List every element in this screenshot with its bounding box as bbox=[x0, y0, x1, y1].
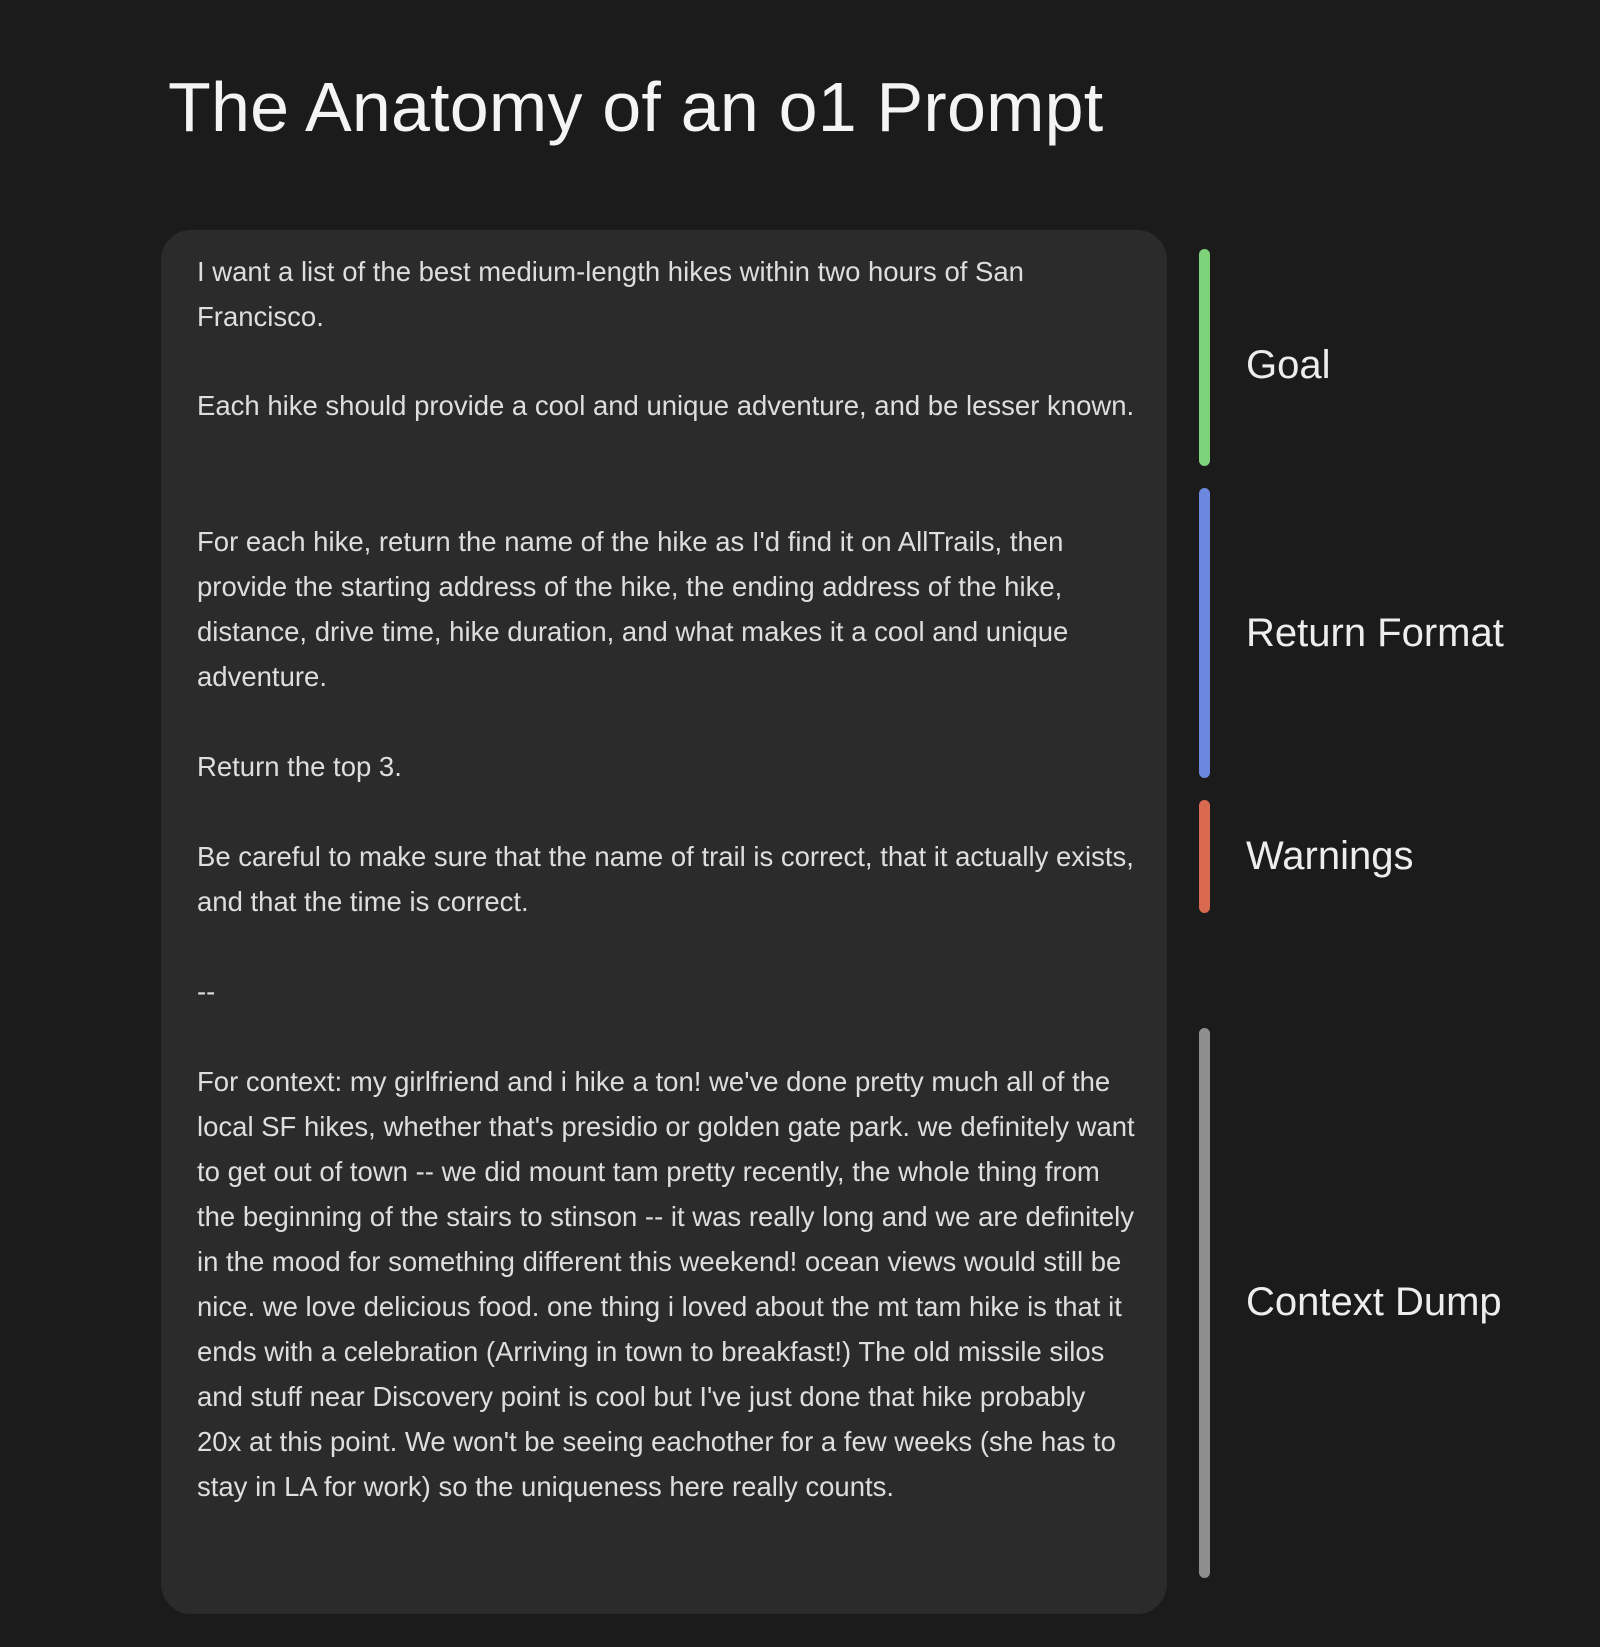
warnings-section-bar bbox=[1199, 800, 1210, 913]
return-format-section-label: Return Format bbox=[1246, 611, 1504, 655]
context-dump-section-label: Context Dump bbox=[1246, 1280, 1502, 1324]
prompt-context-text: For context: my girlfriend and i hike a ton! we've done pretty much all of the local SF hikes, whether that's presidio or golden gate park. we definitely want to get out of town -- we did mount tam pretty recently, the whole thing from the beginning of the stairs to stinson -- it was really long and we are definitely in the mood for something different this weekend! ocean views would still be nice. we love delicious food. one thing i loved about the mt tam hike is that it ends with a celebration (Arriving in town to breakfast!) The old missile silos and stuff near Discovery point is cool but I've just done that hike probably 20x at this point. We won't be seeing eachother for a few weeks (she has to stay in LA for work) so the uniqueness here really counts. bbox=[197, 1066, 1135, 1502]
prompt-goal-text: I want a list of the best medium-length hikes within two hours of San Francisco. bbox=[197, 256, 1024, 332]
prompt-separator: -- bbox=[197, 976, 216, 1007]
prompt-return-format-text: For each hike, return the name of the hike as I'd find it on AllTrails, then provide the starting address of the hike, the ending address of the hike, distance, drive time, hike duration, and what makes it a cool and unique adventure. bbox=[197, 526, 1069, 692]
page-title: The Anatomy of an o1 Prompt bbox=[168, 68, 1104, 146]
prompt-goal-detail-text: Each hike should provide a cool and unique adventure, and be lesser known. bbox=[197, 390, 1135, 421]
warnings-section-label: Warnings bbox=[1246, 834, 1414, 878]
context-dump-section-bar bbox=[1199, 1028, 1210, 1578]
return-format-section-bar bbox=[1199, 488, 1210, 778]
goal-section-label: Goal bbox=[1246, 343, 1331, 387]
prompt-warning-text: Be careful to make sure that the name of trail is correct, that it actually exists, and that the time is correct. bbox=[197, 841, 1134, 917]
goal-section-bar bbox=[1199, 249, 1210, 466]
prompt-return-count-text: Return the top 3. bbox=[197, 751, 402, 782]
prompt-card bbox=[161, 230, 1167, 1614]
